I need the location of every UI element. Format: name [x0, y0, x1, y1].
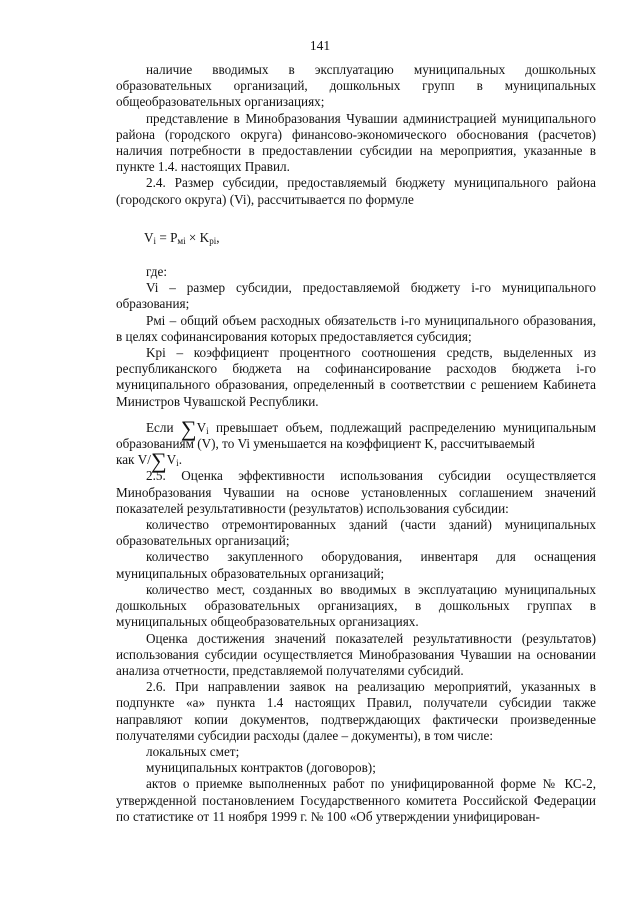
ratio-var: V: [166, 452, 177, 468]
definition: Vi – размер субсидии, предоставляемой бюджету i-го муниципального образования;: [116, 280, 596, 312]
formula-times: × K: [185, 229, 210, 245]
condition-paragraph: [116, 415, 597, 452]
ratio-num: V/: [137, 452, 151, 468]
where-label: где:: [146, 264, 167, 280]
definition: Pмi – общий объем расходных обязательств i-го муниципального образования, в целях софинансирования которых предоставляется субсидия;: [116, 312, 596, 344]
paragraph: 2.4. Размер субсидии, предоставляемый бюджету муниципального района (городского округа) (Vi), рассчитывается по формуле: [116, 175, 596, 207]
sum-symbol: ∑: [180, 415, 197, 441]
definition: Kpi – коэффициент процентного соотношения средств, выделенных из республиканского бюджета на софинансирование расходов бюджета i-го муниципального образования, определенный в соответствии с решением Кабинета Министров Чувашской Республики.: [116, 345, 596, 409]
paragraph: актов о приемке выполненных работ по унифицированной форме № КС-2, утвержденной постановлением Государственного комитета Российской Федерации по статистике от 11 ноября 1999 г. № 100 «Об утверждении унифицирован-: [116, 776, 596, 824]
condition-if: Если: [146, 419, 174, 435]
paragraph: 2.5. Оценка эффективности использования субсидии осуществляется Минобразования Чувашии на основе установленных соглашением значений показателей результативности (результатов) использования субсидии:: [116, 468, 596, 516]
sum-sub: i: [206, 425, 209, 436]
formula-eq: = P: [156, 229, 178, 245]
formula: [144, 230, 596, 246]
paragraph: количество мест, созданных во вводимых в эксплуатацию муниципальных дошкольных образовательных организациях, в дошкольных группах в муниципальных общеобразовательных организациях.: [116, 581, 596, 630]
paragraph: представление в Минобразования Чувашии администрацией муниципального района (городского округа) финансово-экономического обоснования (расчетов) наличия потребности в предоставлении субсидии на мероприятия, указанные в пункте 1.4. настоящих Правил.: [116, 110, 596, 175]
formula-lhs-sub: i: [153, 235, 157, 246]
sum-var: V: [196, 419, 207, 435]
condition-rest: превышает объем, подлежащий распределению муниципальным образованиям (V), то Vi уменьшается на коэффициент K, рассчитываемый: [116, 419, 597, 452]
page-number: 141: [309, 38, 331, 53]
formula-lhs: V: [144, 229, 154, 245]
formula-p-sub: мi: [177, 235, 186, 246]
condition-as: как: [116, 452, 135, 468]
paragraph: наличие вводимых в эксплуатацию муниципальных дошкольных образовательных организаций, дошкольных групп в муниципальных общеобразовательных организациях;: [116, 62, 596, 110]
formula-k-sub: pi: [209, 235, 217, 246]
paragraph: Оценка достижения значений показателей результативности (результатов) использования субсидии осуществляется Минобразования Чувашии на основании анализа отчетности, представляемой получателями субсидий.: [116, 630, 596, 678]
formula-tail: ,: [216, 229, 220, 245]
paragraph: муниципальных контрактов (договоров);: [146, 760, 376, 776]
paragraph: количество отремонтированных зданий (части зданий) муниципальных образовательных организаций;: [116, 517, 596, 549]
ratio-sub: i: [176, 458, 179, 469]
document-body: [116, 62, 596, 825]
paragraph: локальных смет;: [146, 743, 240, 759]
ratio-sum-symbol: ∑: [150, 448, 167, 474]
paragraph: количество закупленного оборудования, инвентаря для оснащения муниципальных образовательных организаций;: [116, 549, 596, 581]
paragraph: 2.6. При направлении заявок на реализацию мероприятий, указанных в подпункте «а» пункта 1.4 настоящих Правил, получатели субсидии также направляют копии документов, подтверждающих фактически произведенные получателями субсидии расходы (далее – документы), в том числе:: [116, 679, 596, 743]
ratio-end: .: [178, 452, 182, 468]
condition-ratio-line: [116, 448, 596, 474]
